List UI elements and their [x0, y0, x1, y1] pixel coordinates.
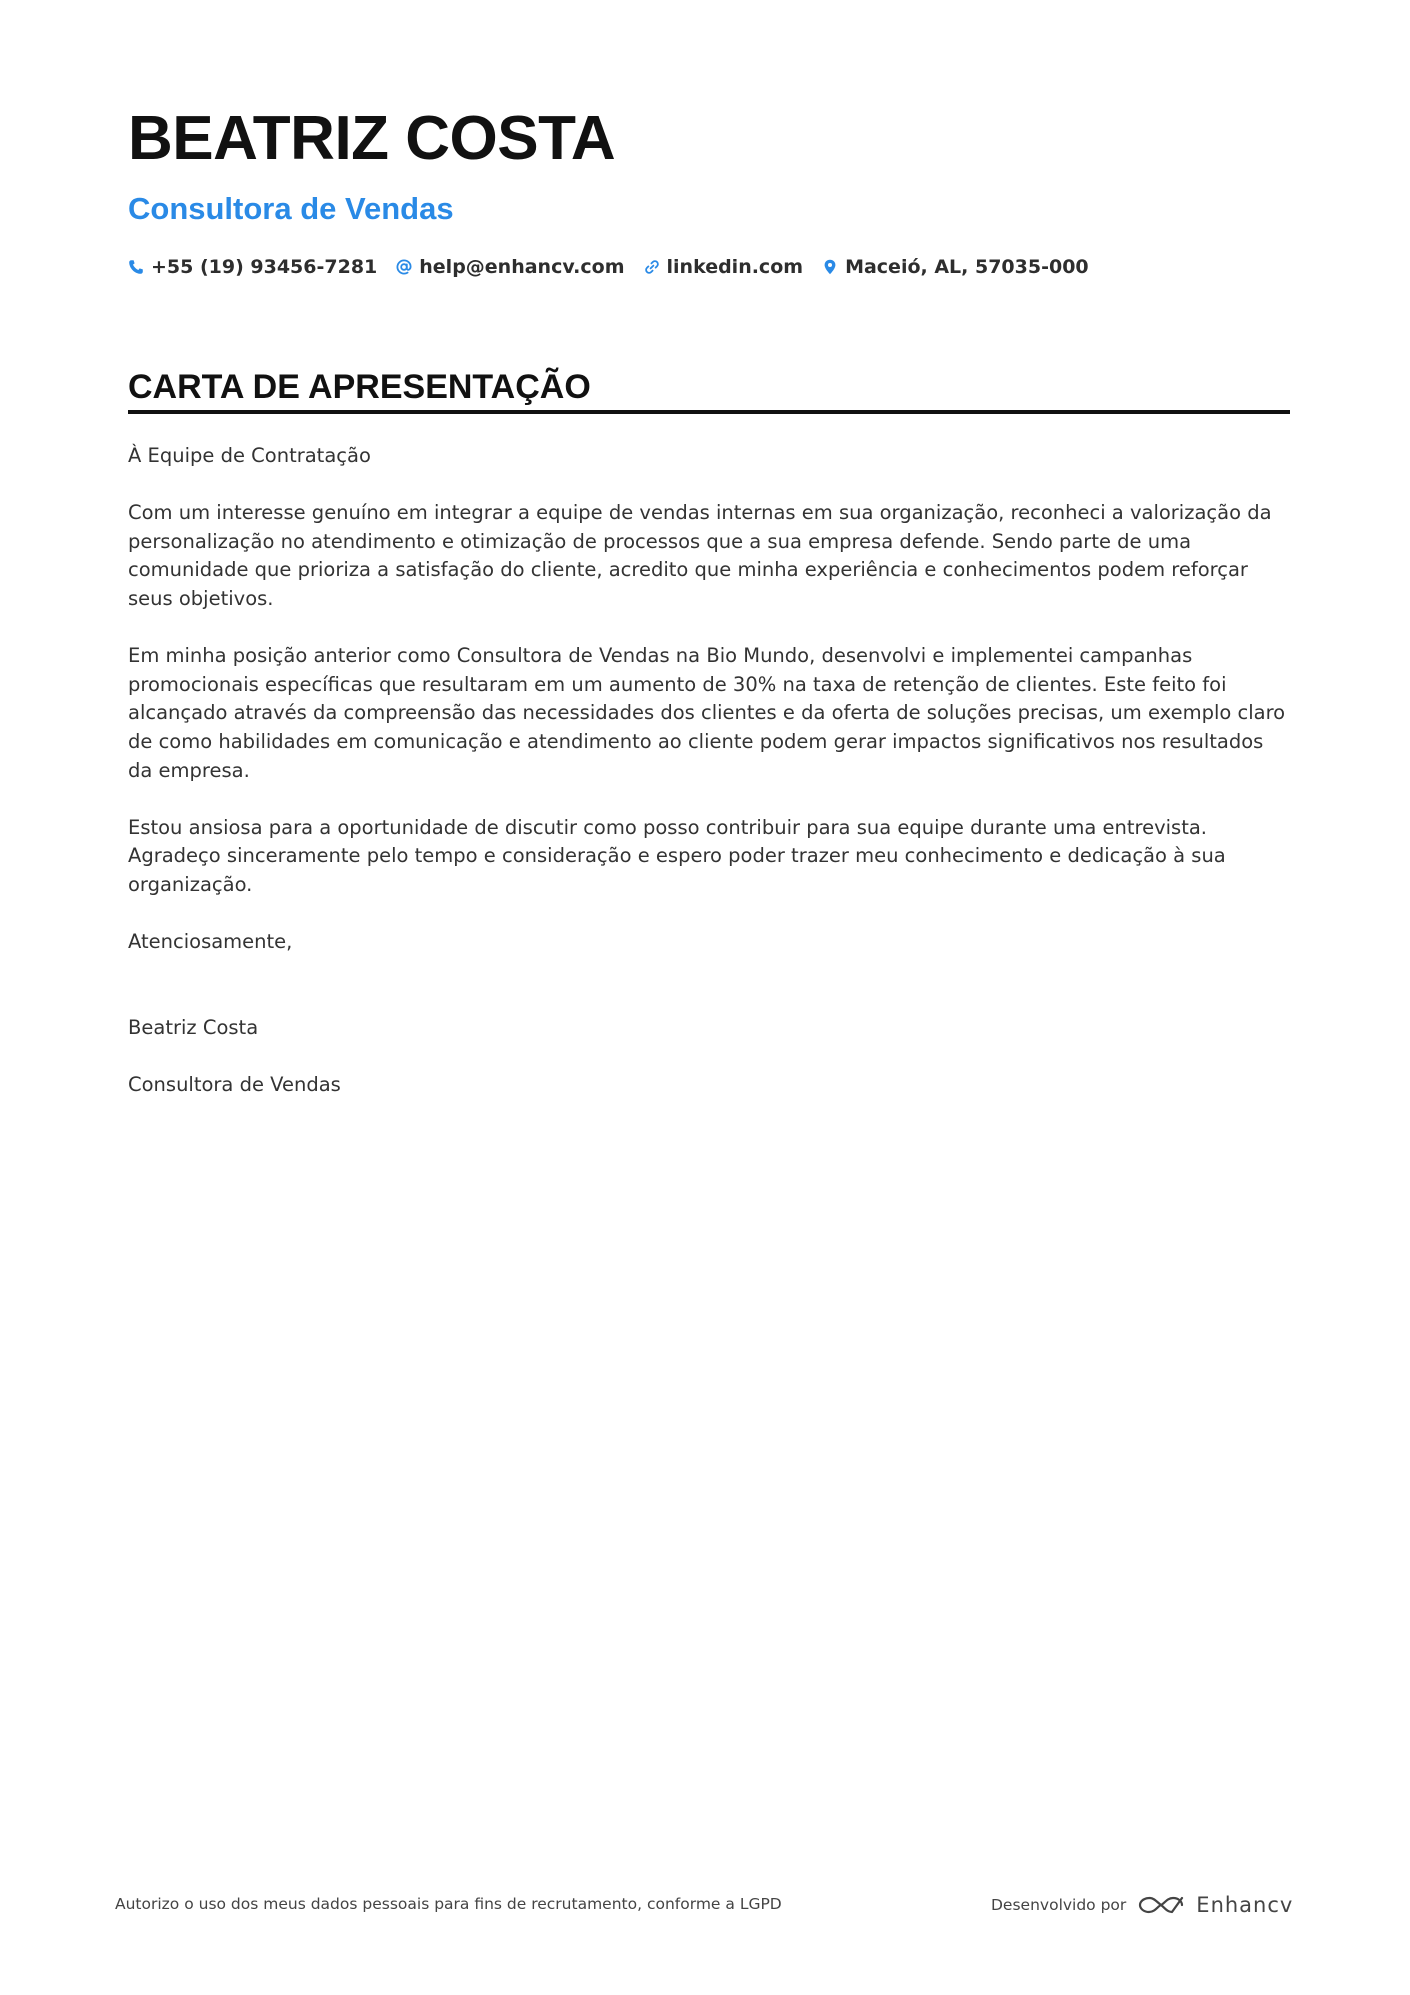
contact-phone: [128, 256, 377, 278]
brand-name: Enhancv: [1196, 1893, 1294, 1917]
phone-icon: [128, 259, 144, 275]
map-pin-icon: [822, 259, 838, 275]
letter-paragraph: Estou ansiosa para a oportunidade de discutir como posso contribuir para sua equipe durante uma entrevista. Agradeço sinceramente pelo tempo e consideração e espero poder trazer meu conhecimento e dedicação à sua organização.: [128, 815, 1226, 896]
signature-title: Consultora de Vendas: [128, 1072, 341, 1096]
enhancv-logo-icon: [1138, 1892, 1184, 1918]
letter-closing: Atenciosamente,: [128, 930, 293, 954]
candidate-job-title: Consultora de Vendas: [128, 191, 454, 226]
contact-location-text: Maceió, AL, 57035-000: [845, 256, 1089, 278]
letter-paragraph: Em minha posição anterior como Consultora de Vendas na Bio Mundo, desenvolvi e implementei campanhas promocionais específicas que resultaram em um aumento de 30% na taxa de retenção de clientes. Este feito foi alcançado através da compreensão das necessidades dos clientes e da oferta de soluções precisas, um exemplo claro de como habilidades em comunicação e atendimento ao cliente podem gerar impactos significativos nos resultados da empresa.: [128, 644, 1286, 782]
contact-bar: [128, 254, 1108, 280]
signature-name: Beatriz Costa: [128, 1015, 259, 1039]
contact-location: [822, 256, 1089, 278]
contact-linkedin-text[interactable]: linkedin.com: [666, 256, 804, 278]
section-title: CARTA DE APRESENTAÇÃO: [128, 368, 591, 406]
powered-by-label: Desenvolvido por: [991, 1896, 1127, 1914]
letter-body: [128, 442, 1290, 1128]
section-divider: [128, 410, 1290, 414]
link-icon: [644, 259, 660, 275]
footer-brand[interactable]: [991, 1890, 1293, 1920]
letter-salutation: À Equipe de Contratação: [128, 444, 371, 467]
contact-phone-text: +55 (19) 93456-7281: [151, 256, 378, 278]
at-icon: [396, 259, 412, 275]
contact-email[interactable]: [396, 256, 624, 278]
letter-paragraph: Com um interesse genuíno em integrar a equipe de vendas internas em sua organização, reconheci a valorização da personalização no atendimento e otimização de processos que a sua empresa defende. Sendo parte de uma comunidade que prioriza a satisfação do cliente, acredito que minha experiência e conhecimentos podem reforçar seus objetivos.: [128, 501, 1272, 610]
candidate-name: BEATRIZ COSTA: [128, 104, 616, 173]
footer-consent-note: Autorizo o uso dos meus dados pessoais para fins de recrutamento, conforme a LGPD: [115, 1895, 782, 1913]
contact-linkedin[interactable]: [644, 256, 804, 278]
contact-email-text[interactable]: help@enhancv.com: [419, 256, 625, 278]
